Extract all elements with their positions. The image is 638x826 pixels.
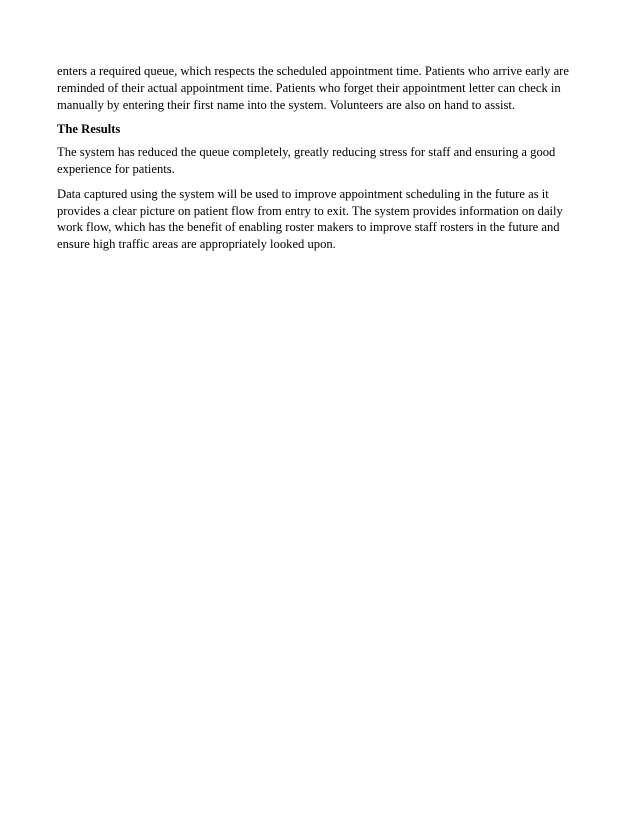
paragraph-intro-queue bbox=[57, 63, 577, 113]
paragraph-line: experience for patients. bbox=[57, 161, 175, 176]
paragraph-data-captured bbox=[57, 186, 577, 253]
paragraph-line: provides a clear picture on patient flow from entry to exit. The system provides information on daily bbox=[57, 203, 563, 218]
paragraph-line: Data captured using the system will be used to improve appointment scheduling in the future as it bbox=[57, 186, 549, 201]
paragraph-line: The system has reduced the queue completely, greatly reducing stress for staff and ensuring a good bbox=[57, 145, 556, 160]
paragraph-line: manually by entering their first name into the system. Volunteers are also on hand to assist. bbox=[57, 97, 516, 112]
paragraph-line: enters a required queue, which respects the scheduled appointment time. Patients who arrive early are bbox=[57, 64, 569, 78]
paragraph-line: ensure high traffic areas are appropriately looked upon. bbox=[57, 237, 336, 252]
document-body bbox=[57, 63, 577, 253]
paragraph-line: reminded of their actual appointment time. Patients who forget their appointment letter can check in bbox=[57, 80, 561, 95]
section-heading-results: The Results bbox=[57, 122, 121, 137]
paragraph-line: work flow, which has the benefit of enabling roster makers to improve staff rosters in the future and bbox=[57, 220, 560, 235]
paragraph-results-summary bbox=[57, 144, 577, 178]
